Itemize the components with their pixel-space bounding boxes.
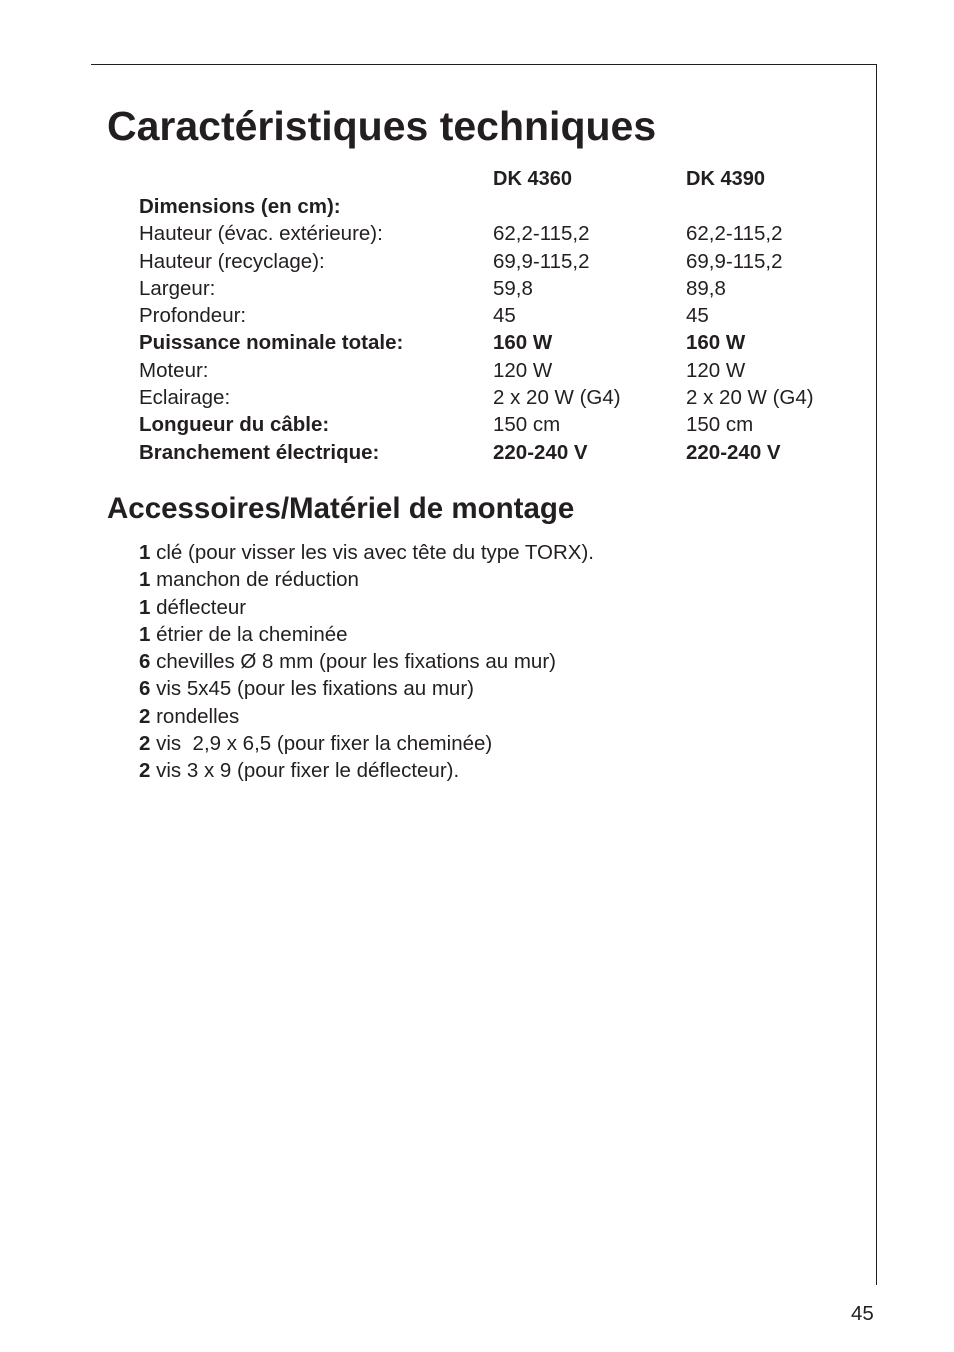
item-text: manchon de réduction [150, 568, 359, 592]
spec-value-dk4360: 62,2-115,2 [493, 222, 590, 246]
item-quantity: 6 [139, 677, 151, 701]
top-rule [91, 64, 877, 65]
spec-row-moteur [139, 357, 859, 384]
spec-row-eclairage [139, 384, 859, 411]
spec-row-dimensions [139, 193, 859, 220]
spec-value-dk4390: 45 [686, 304, 709, 328]
column-header-dk4360: DK 4360 [493, 168, 572, 190]
accessories-title: Accessoires/Matériel de montage [107, 492, 575, 525]
list-item [139, 730, 594, 757]
spec-value-dk4390: 160 W [686, 331, 746, 355]
item-quantity: 2 [139, 759, 151, 783]
column-header-dk4390: DK 4390 [686, 168, 765, 190]
item-text: déflecteur [150, 595, 247, 619]
item-quantity: 2 [139, 732, 151, 756]
list-item [139, 566, 594, 593]
spec-value-dk4360: 45 [493, 304, 516, 328]
spec-label: Longueur du câble: [139, 413, 330, 437]
item-text: étrier de la cheminée [150, 622, 348, 646]
spec-label: Largeur: [139, 276, 216, 300]
accessories-list [139, 539, 594, 785]
spec-row-longueur-cable [139, 411, 859, 438]
spec-value-dk4390: 220-240 V [686, 440, 781, 464]
spec-label: Eclairage: [139, 386, 231, 410]
list-item [139, 757, 594, 784]
spec-value-dk4390: 62,2-115,2 [686, 222, 783, 246]
spec-row-largeur [139, 275, 859, 302]
spec-value-dk4390: 120 W [686, 358, 746, 382]
spec-value-dk4360: 2 x 20 W (G4) [493, 386, 621, 410]
spec-label: Hauteur (recyclage): [139, 249, 325, 273]
spec-label: Hauteur (évac. extérieure): [139, 222, 383, 246]
spec-label: Profondeur: [139, 304, 247, 328]
item-quantity: 1 [139, 595, 151, 619]
item-quantity: 1 [139, 622, 151, 646]
spec-value-dk4360: 160 W [493, 331, 553, 355]
spec-row-profondeur [139, 302, 859, 329]
item-text: vis 2,9 x 6,5 (pour fixer la cheminée) [150, 732, 493, 756]
item-text: chevilles Ø 8 mm (pour les fixations au mur) [150, 650, 556, 674]
spec-value-dk4390: 2 x 20 W (G4) [686, 386, 814, 410]
spec-row-hauteur-recyclage [139, 248, 859, 275]
list-item [139, 703, 594, 730]
page-title: Caractéristiques techniques [107, 103, 657, 149]
list-item [139, 675, 594, 702]
list-item [139, 621, 594, 648]
list-item [139, 594, 594, 621]
spec-value-dk4360: 59,8 [493, 276, 533, 300]
spec-label: Puissance nominale totale: [139, 331, 404, 355]
item-quantity: 1 [139, 568, 151, 592]
item-text: clé (pour visser les vis avec tête du type TORX). [150, 541, 594, 564]
spec-value-dk4360: 150 cm [493, 413, 561, 437]
spec-label: Dimensions (en cm): [139, 195, 341, 218]
spec-row-branchement [139, 439, 859, 466]
spec-value-dk4360: 220-240 V [493, 440, 588, 464]
item-text: vis 5x45 (pour les fixations au mur) [150, 677, 474, 701]
spec-label: Branchement électrique: [139, 440, 380, 464]
right-rule [876, 64, 877, 1285]
list-item [139, 539, 594, 566]
spec-value-dk4360: 120 W [493, 358, 553, 382]
spec-row-hauteur-evac [139, 220, 859, 247]
item-text: vis 3 x 9 (pour fixer le déflecteur). [150, 759, 460, 783]
item-quantity: 6 [139, 650, 151, 674]
item-quantity: 2 [139, 704, 151, 728]
spec-value-dk4360: 69,9-115,2 [493, 249, 590, 273]
spec-value-dk4390: 150 cm [686, 413, 754, 437]
item-quantity: 1 [139, 541, 151, 564]
spec-table [139, 193, 859, 466]
spec-value-dk4390: 69,9-115,2 [686, 249, 783, 273]
spec-label: Moteur: [139, 358, 209, 382]
spec-value-dk4390: 89,8 [686, 276, 726, 300]
spec-row-puissance [139, 329, 859, 356]
item-text: rondelles [150, 704, 240, 728]
page-number: 45 [851, 1302, 874, 1325]
list-item [139, 648, 594, 675]
